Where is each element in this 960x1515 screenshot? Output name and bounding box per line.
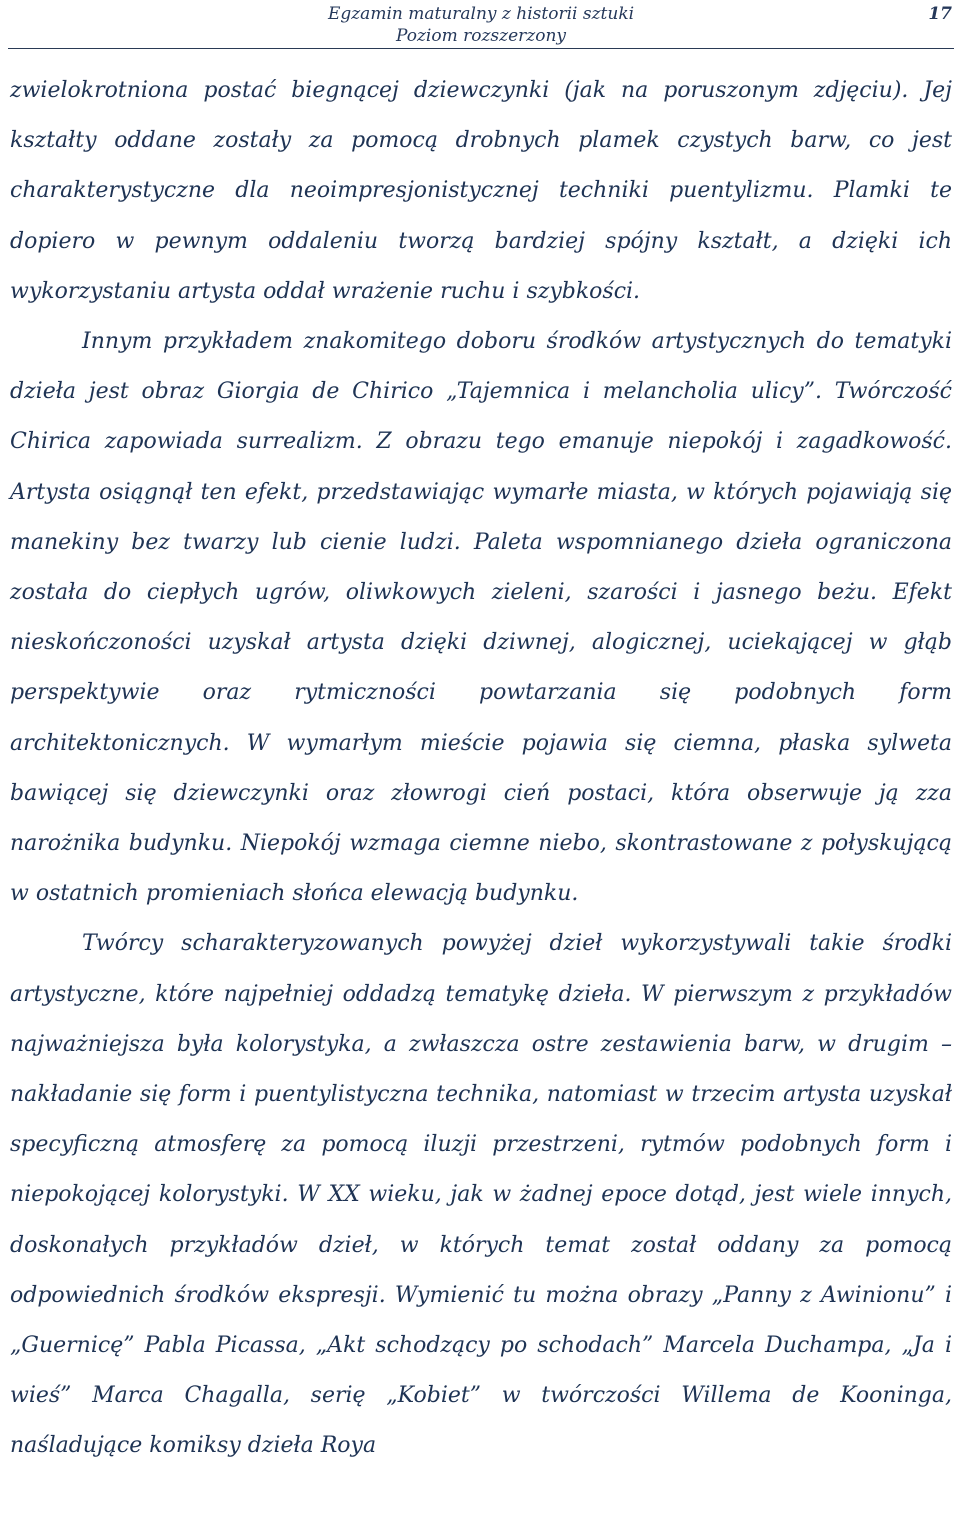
header-titles — [8, 3, 954, 47]
paragraph-conclusion: Twórcy scharakteryzowanych powyżej dzieł wykorzystywali takie środki artystyczne, które najpełniej oddadzą tematykę dzieła. W pierwszym z przykładów najważniejsza była kolorystyka, a zwłaszcza ostre zestawienia barw, w drugim – nakładanie się form i puentylistyczna technika, natomiast w trzecim artysta uzyskał specyficzną atmosferę za pomocą iluzji przestrzeni, rytmów podobnych form i niepokojącej kolorystyki. W XX wieku, jak w żadnej epoce dotąd, jest wiele innych, doskonałych przykładów dzieł, w których temat został oddany za pomocą odpowiednich środków ekspresji. Wymienić tu można obrazy „Panny z Awinionu” i „Guernicę” Pabla Picassa, „Akt schodzący po schodach” Marcela Duchampa, „Ja i wieś” Marca Chagalla, serię „Kobiet” w twórczości Willema de Kooninga, naśladujące komiksy dzieła Roya — [10, 931, 952, 1459]
exam-level: Poziom rozszerzony — [395, 26, 567, 46]
paragraph-chirico: Innym przykładem znakomitego doboru środków artystycznych do tematyki dzieła jest obraz Giorgia de Chirico „Tajemnica i melancholia ulicy”. Twórczość Chirica zapowiada surrealizm. Z obrazu tego emanuje niepokój i zagadkowość. Artysta osiągnął ten efekt, przedstawiając wymarłe miasta, w których pojawiają się manekiny bez twarzy lub cienie ludzi. Paleta wspomnianego dzieła ograniczona została do ciepłych ugrów, oliwkowych zieleni, szarości i jasnego beżu. Efekt nieskończoności uzyskał artysta dzięki dziwnej, alogicznej, uciekającej w głąb perspektywie oraz rytmiczności powtarzania się podobnych form architektonicznych. W wymarłym mieście pojawia się ciemna, płaska sylweta bawiącej się dziewczynki oraz złowrogi cień postaci, która obserwuje ją zza narożnika budynku. Niepokój wzmaga ciemne niebo, skontrastowane z połyskującą w ostatnich promieniach słońca elewacją budynku. — [10, 329, 952, 907]
document-body — [10, 66, 952, 1472]
page-header — [8, 0, 954, 49]
page-number: 17 — [928, 4, 952, 24]
exam-title: Egzamin maturalny z historii sztuki — [327, 4, 635, 24]
paragraph-continuation: zwielokrotniona postać biegnącej dziewczynki (jak na poruszonym zdjęciu). Jej kształty oddane zostały za pomocą drobnych plamek czystych barw, co jest charakterystyczne dla neoimpresjonistycznej techniki puentylizmu. Plamki te dopiero w pewnym oddaleniu tworzą bardziej spójny kształt, a dzięki ich wykorzystaniu artysta oddał wrażenie ruchu i szybkości. — [10, 78, 952, 304]
